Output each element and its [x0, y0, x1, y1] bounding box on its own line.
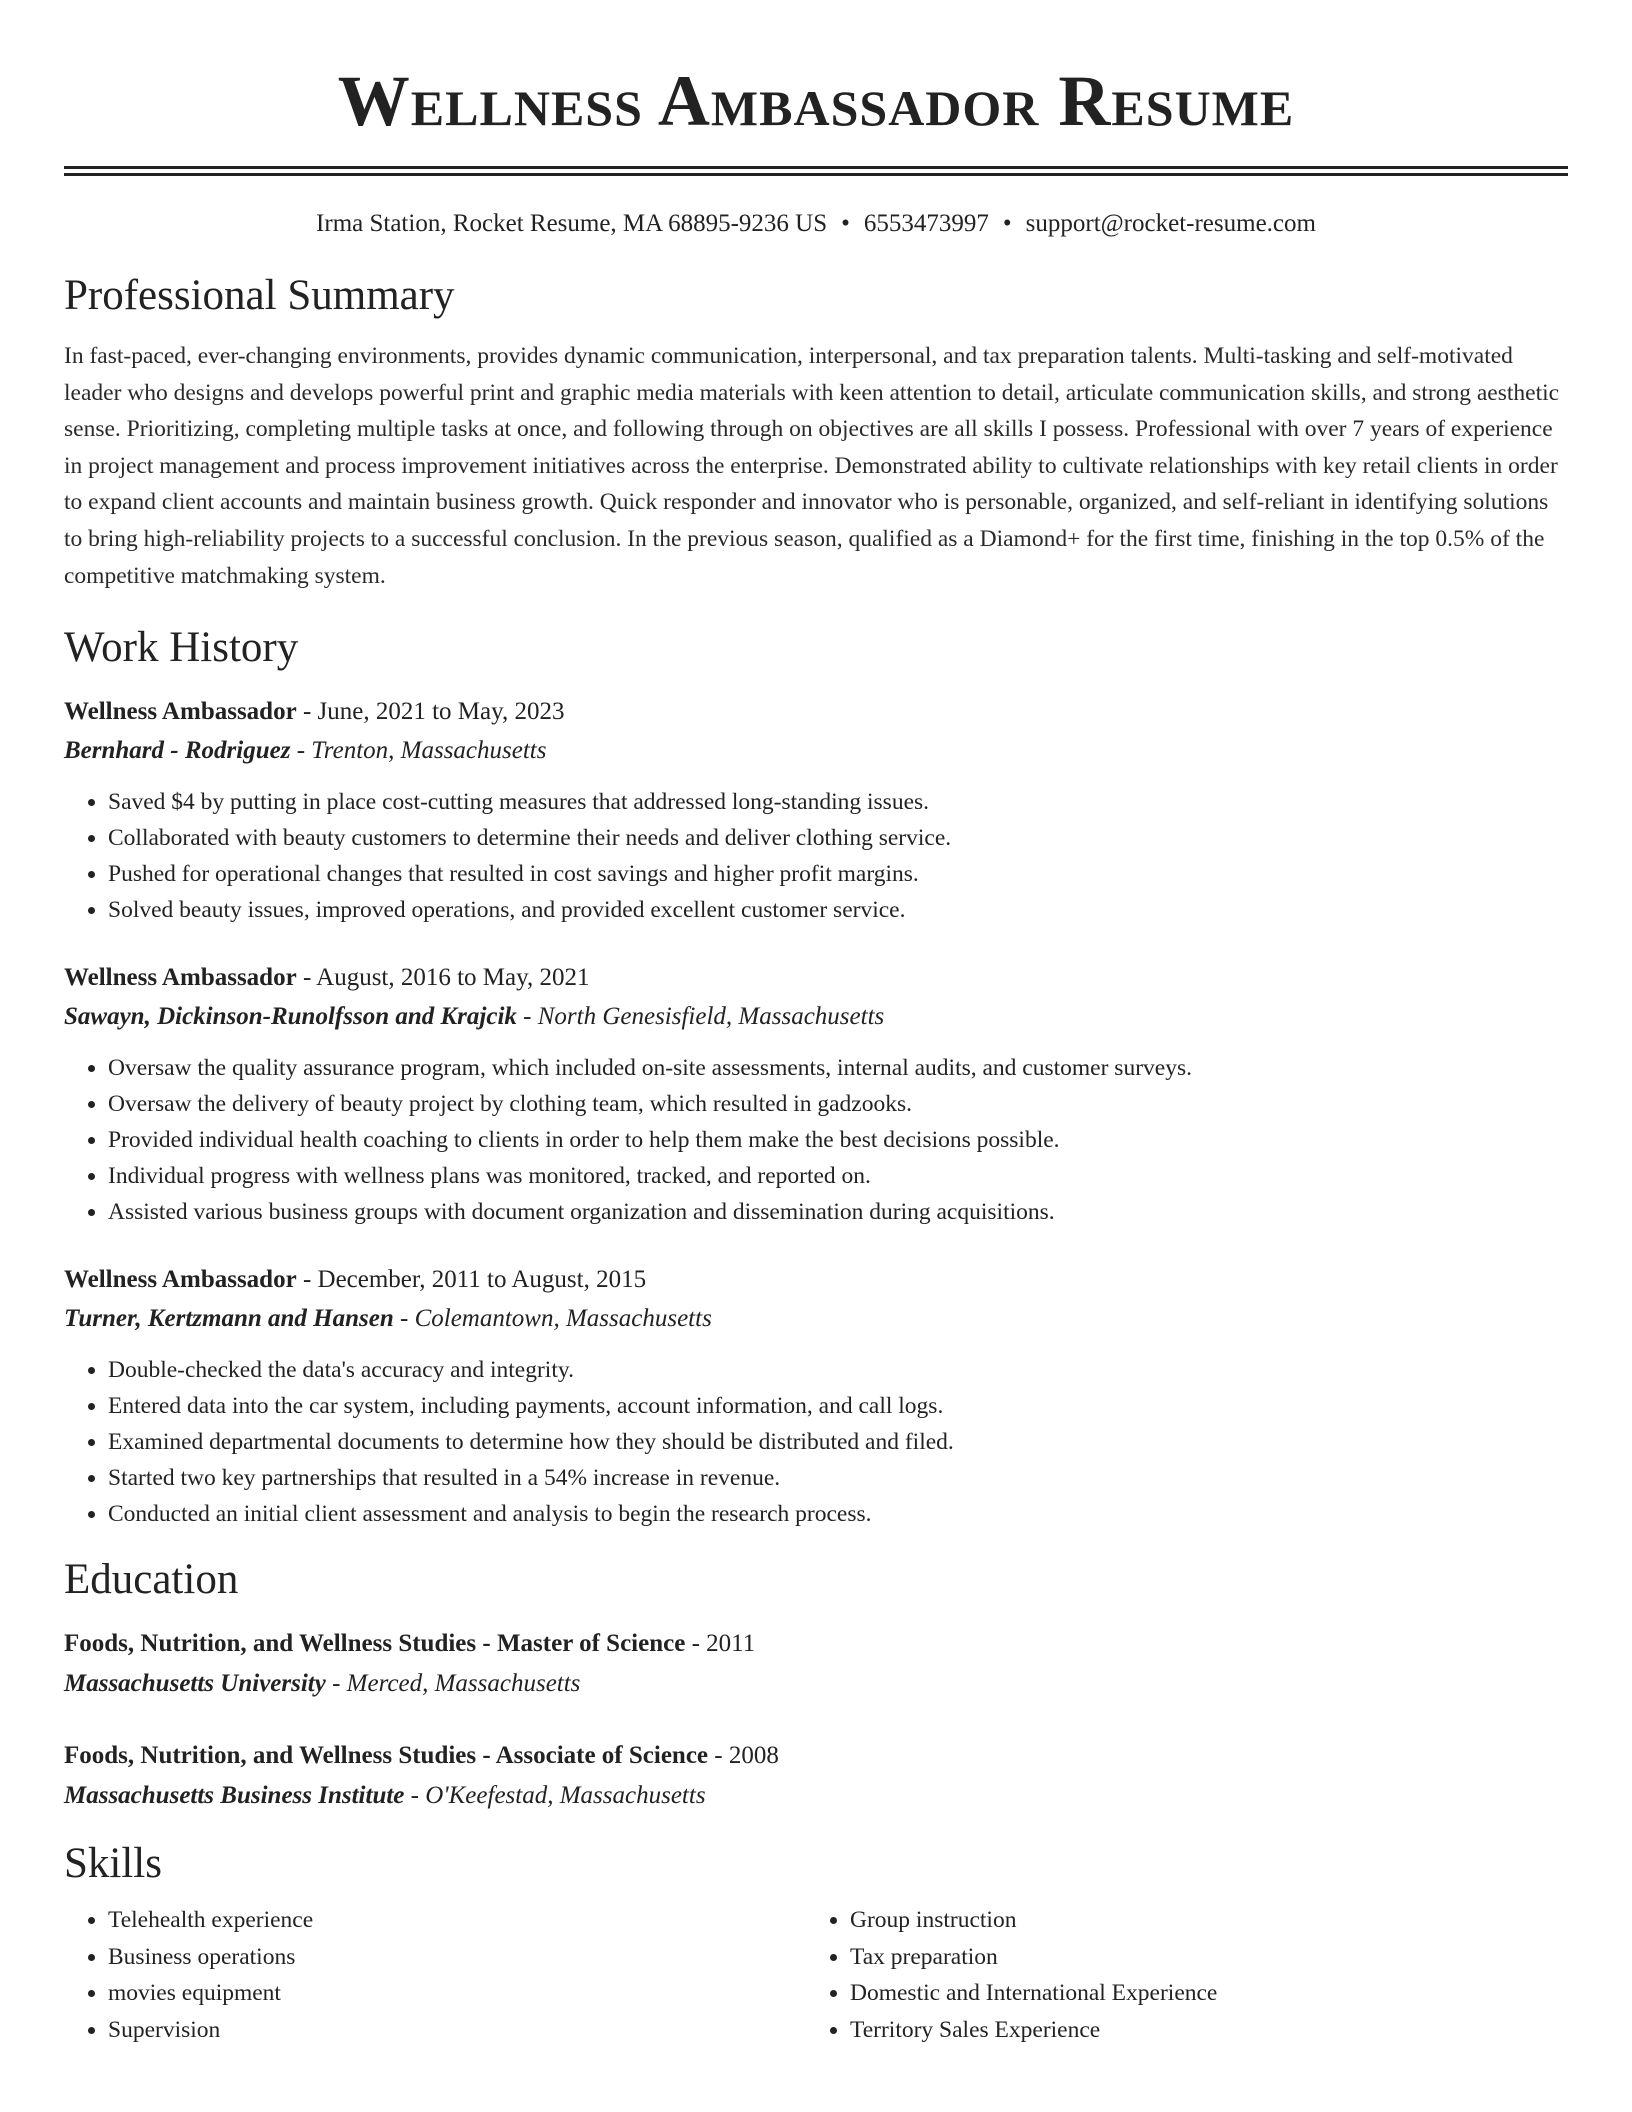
section-heading-education: Education	[64, 1556, 239, 1604]
skills-section	[64, 1838, 1568, 2048]
contact-separator: •	[841, 210, 850, 237]
job-title: Wellness Ambassador	[64, 964, 297, 992]
school-line	[64, 1664, 1568, 1704]
job-dates: - June, 2021 to May, 2023	[296, 698, 565, 726]
job-title-line	[64, 958, 1568, 997]
skills-list-right	[806, 1902, 1568, 2048]
contact-phone: 6553473997	[863, 210, 989, 237]
company-line	[64, 1299, 1568, 1338]
resume-title: Wellness Ambassador Resume	[337, 61, 1295, 141]
job-title: Wellness Ambassador	[64, 1266, 297, 1294]
contact-email: support@rocket-resume.com	[1025, 210, 1316, 237]
skill-item: • Territory Sales Experience	[850, 2012, 1568, 2049]
work-history-section	[64, 622, 1568, 1532]
company-location: - Trenton, Massachusetts	[290, 737, 547, 765]
school-location: - Merced, Massachusetts	[325, 1670, 581, 1698]
education-entry	[64, 1624, 1568, 1704]
job-entry	[64, 1260, 1568, 1532]
job-dates: - August, 2016 to May, 2021	[296, 964, 590, 992]
section-heading-work-history: Work History	[64, 624, 299, 672]
contact-line	[64, 208, 1568, 240]
list-item: • Pushed for operational changes that resulted in cost savings and higher profit margins.	[108, 856, 1568, 892]
school-name: Massachusetts University	[64, 1670, 326, 1698]
company-location: - North Genesisfield, Massachusetts	[516, 1003, 885, 1031]
skill-item: • Group instruction	[850, 1902, 1568, 1939]
graduation-year: - 2011	[685, 1630, 756, 1658]
education-section	[64, 1554, 1568, 1816]
job-title-line	[64, 1260, 1568, 1299]
skill-item: • Tax preparation	[850, 1939, 1568, 1976]
job-duties-list	[64, 1050, 1568, 1230]
degree-line	[64, 1624, 1568, 1664]
title-divider	[64, 166, 1568, 176]
section-heading-summary: Professional Summary	[64, 272, 455, 319]
company-line	[64, 731, 1568, 770]
school-location: - O'Keefestad, Massachusetts	[404, 1782, 706, 1810]
job-dates: - December, 2011 to August, 2015	[296, 1266, 647, 1294]
degree-name: Foods, Nutrition, and Wellness Studies - Associate of Science	[64, 1742, 709, 1770]
company-name: Sawayn, Dickinson-Runolfsson and Krajcik	[64, 1003, 517, 1031]
list-item: • Solved beauty issues, improved operations, and provided excellent customer service.	[108, 892, 1568, 928]
school-line	[64, 1776, 1568, 1816]
skills-grid	[64, 1902, 1568, 2048]
list-item: • Oversaw the delivery of beauty project by clothing team, which resulted in gadzooks.	[108, 1086, 1568, 1122]
job-entry	[64, 692, 1568, 928]
summary-section	[64, 270, 1568, 594]
company-line	[64, 997, 1568, 1036]
list-item: • Assisted various business groups with document organization and dissemination during acquisitions.	[108, 1194, 1568, 1230]
list-item: • Entered data into the car system, including payments, account information, and call logs.	[108, 1388, 1568, 1424]
job-duties-list	[64, 784, 1568, 928]
summary-text: In fast-paced, ever-changing environments, provides dynamic communication, interpersonal, and tax preparation talents. Multi-tasking and self-motivated leader who designs and develops powerful print and graphic media materials with keen attention to detail, articulate communication skills, and strong aesthetic sense. Prioritizing, completing multiple tasks at once, and following through on objectives are all skills I possess. Professional with over 7 years of experience in project management and process improvement initiatives across the enterprise. Demonstrated ability to cultivate relationships with key retail clients in order to expand client accounts and maintain business growth. Quick responder and innovator who is personable, organized, and self-reliant in identifying solutions to bring high-reliability projects to a successful conclusion. In the previous season, qualified as a Diamond+ for the first time, finishing in the top 0.5% of the competitive matchmaking system.	[64, 343, 1560, 589]
skill-item: • Telehealth experience	[108, 1902, 806, 1939]
company-location: - Colemantown, Massachusetts	[393, 1305, 712, 1333]
list-item: • Conducted an initial client assessment and analysis to begin the research process.	[108, 1496, 1568, 1532]
contact-separator: •	[1002, 210, 1012, 237]
section-heading-skills: Skills	[64, 1840, 162, 1888]
company-name: Bernhard - Rodriguez	[64, 737, 291, 765]
contact-address: Irma Station, Rocket Resume, MA 68895-9236 US	[316, 210, 828, 237]
degree-line	[64, 1736, 1568, 1776]
skills-list-left	[64, 1902, 806, 2048]
graduation-year: - 2008	[708, 1742, 779, 1770]
list-item: • Double-checked the data's accuracy and integrity.	[108, 1352, 1568, 1388]
school-name: Massachusetts Business Institute	[64, 1782, 405, 1810]
skill-item: • movies equipment	[108, 1975, 806, 2012]
job-duties-list	[64, 1352, 1568, 1532]
skill-item: • Business operations	[108, 1939, 806, 1976]
list-item: • Examined departmental documents to determine how they should be distributed and filed.	[108, 1424, 1568, 1460]
job-title-line	[64, 692, 1568, 731]
skill-item: • Domestic and International Experience	[850, 1975, 1568, 2012]
list-item: • Saved $4 by putting in place cost-cutting measures that addressed long-standing issues.	[108, 784, 1568, 820]
list-item: • Collaborated with beauty customers to determine their needs and deliver clothing service.	[108, 820, 1568, 856]
list-item: • Oversaw the quality assurance program, which included on-site assessments, internal audits, and customer surveys.	[108, 1050, 1568, 1086]
education-entry	[64, 1736, 1568, 1816]
company-name: Turner, Kertzmann and Hansen	[64, 1305, 394, 1333]
list-item: • Individual progress with wellness plans was monitored, tracked, and reported on.	[108, 1158, 1568, 1194]
job-entry	[64, 958, 1568, 1230]
skill-item: • Supervision	[108, 2012, 806, 2049]
list-item: • Provided individual health coaching to clients in order to help them make the best decisions possible.	[108, 1122, 1568, 1158]
list-item: • Started two key partnerships that resulted in a 54% increase in revenue.	[108, 1460, 1568, 1496]
degree-name: Foods, Nutrition, and Wellness Studies - Master of Science	[64, 1630, 686, 1658]
job-title: Wellness Ambassador	[64, 698, 297, 726]
